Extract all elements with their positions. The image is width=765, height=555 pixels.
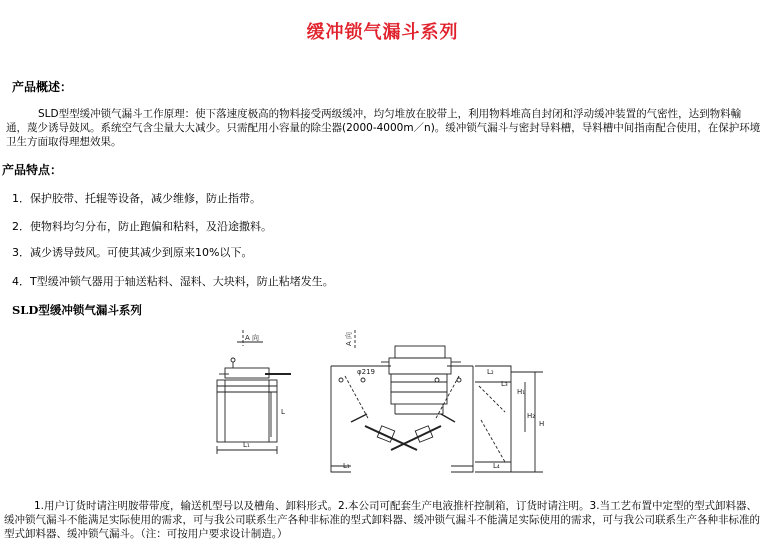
overview-heading: 产品概述： <box>12 80 73 94</box>
page-title: 缓冲锁气漏斗系列 <box>306 22 459 43</box>
feature-item-3: 3．减少诱导鼓风。可使其减少到原来10%以下。 <box>12 246 253 259</box>
center-top-unit <box>344 330 461 414</box>
dim-label-h1: H₁ <box>517 388 526 396</box>
dim-label-l4: L₄ <box>493 462 500 470</box>
dim-label-l2: L₂ <box>487 368 494 376</box>
left-deflector-arm <box>351 414 417 450</box>
dim-label-l-left: L <box>281 408 285 416</box>
right-deflector-arm <box>391 414 455 450</box>
dim-label-h: H <box>539 420 545 428</box>
feature-item-1: 1．保护胶带、托辊等设备，减少维修，防止指带。 <box>12 192 261 205</box>
dim-label-l1-right: L₁ <box>343 462 350 470</box>
view-label-left: A 向 <box>245 334 260 342</box>
dim-label-phi: φ219 <box>357 368 375 376</box>
features-heading: 产品特点： <box>2 163 63 177</box>
dim-label-l1-left: L₁ <box>243 441 250 449</box>
dim-label-l3: L₃ <box>501 380 508 388</box>
view-label-center: A 向 <box>345 331 353 346</box>
feature-item-2: 2．使物料均匀分布，防止跑偏和粘料，及沿途撒料。 <box>12 220 272 233</box>
dim-label-h2: H₂ <box>527 412 536 420</box>
feature-item-4: 4．T型缓冲锁气器用于轴送粘料、湿料、大块料，防止粘堵发生。 <box>12 275 334 288</box>
notes-paragraph: 1.用户订货时请注明胺带带度，输送机型号以及槽角、卸料形式。2.本公司可配套生产电液推杆控制箱，订货时请注明。3.当工艺布置中定型的型式卸料器、缓冲锁气漏斗不能满足实际使用的需求，可与我公司联系生产各种非标准的型式卸料器、缓冲锁气漏斗不能满足实际使用的需求，可与我公司联系生产各种非标准的型式卸料器、缓冲锁气漏斗。（注：可按用户要求设计制造。） <box>4 500 760 540</box>
series-heading: SLD型缓冲锁气漏斗系列 <box>12 303 142 317</box>
left-view <box>217 330 291 454</box>
overview-paragraph: SLD型型缓冲锁气漏斗工作原理：使下落速度极高的物料接受两级缓冲，均匀堆放在胶带上，利用物料堆高自封闭和浮动缓冲装置的气密性，达到物料輸通，蔑少诱导鼓风。系统空气含尘量大大减少。只需配用小容量的除尘器(2000-4000m／n)。缓冲锁气漏斗与密封导料槽，导料槽中间指南配合使用，在保护环境卫生方面取得理想效果。 <box>6 108 761 148</box>
technical-drawing <box>205 322 560 482</box>
